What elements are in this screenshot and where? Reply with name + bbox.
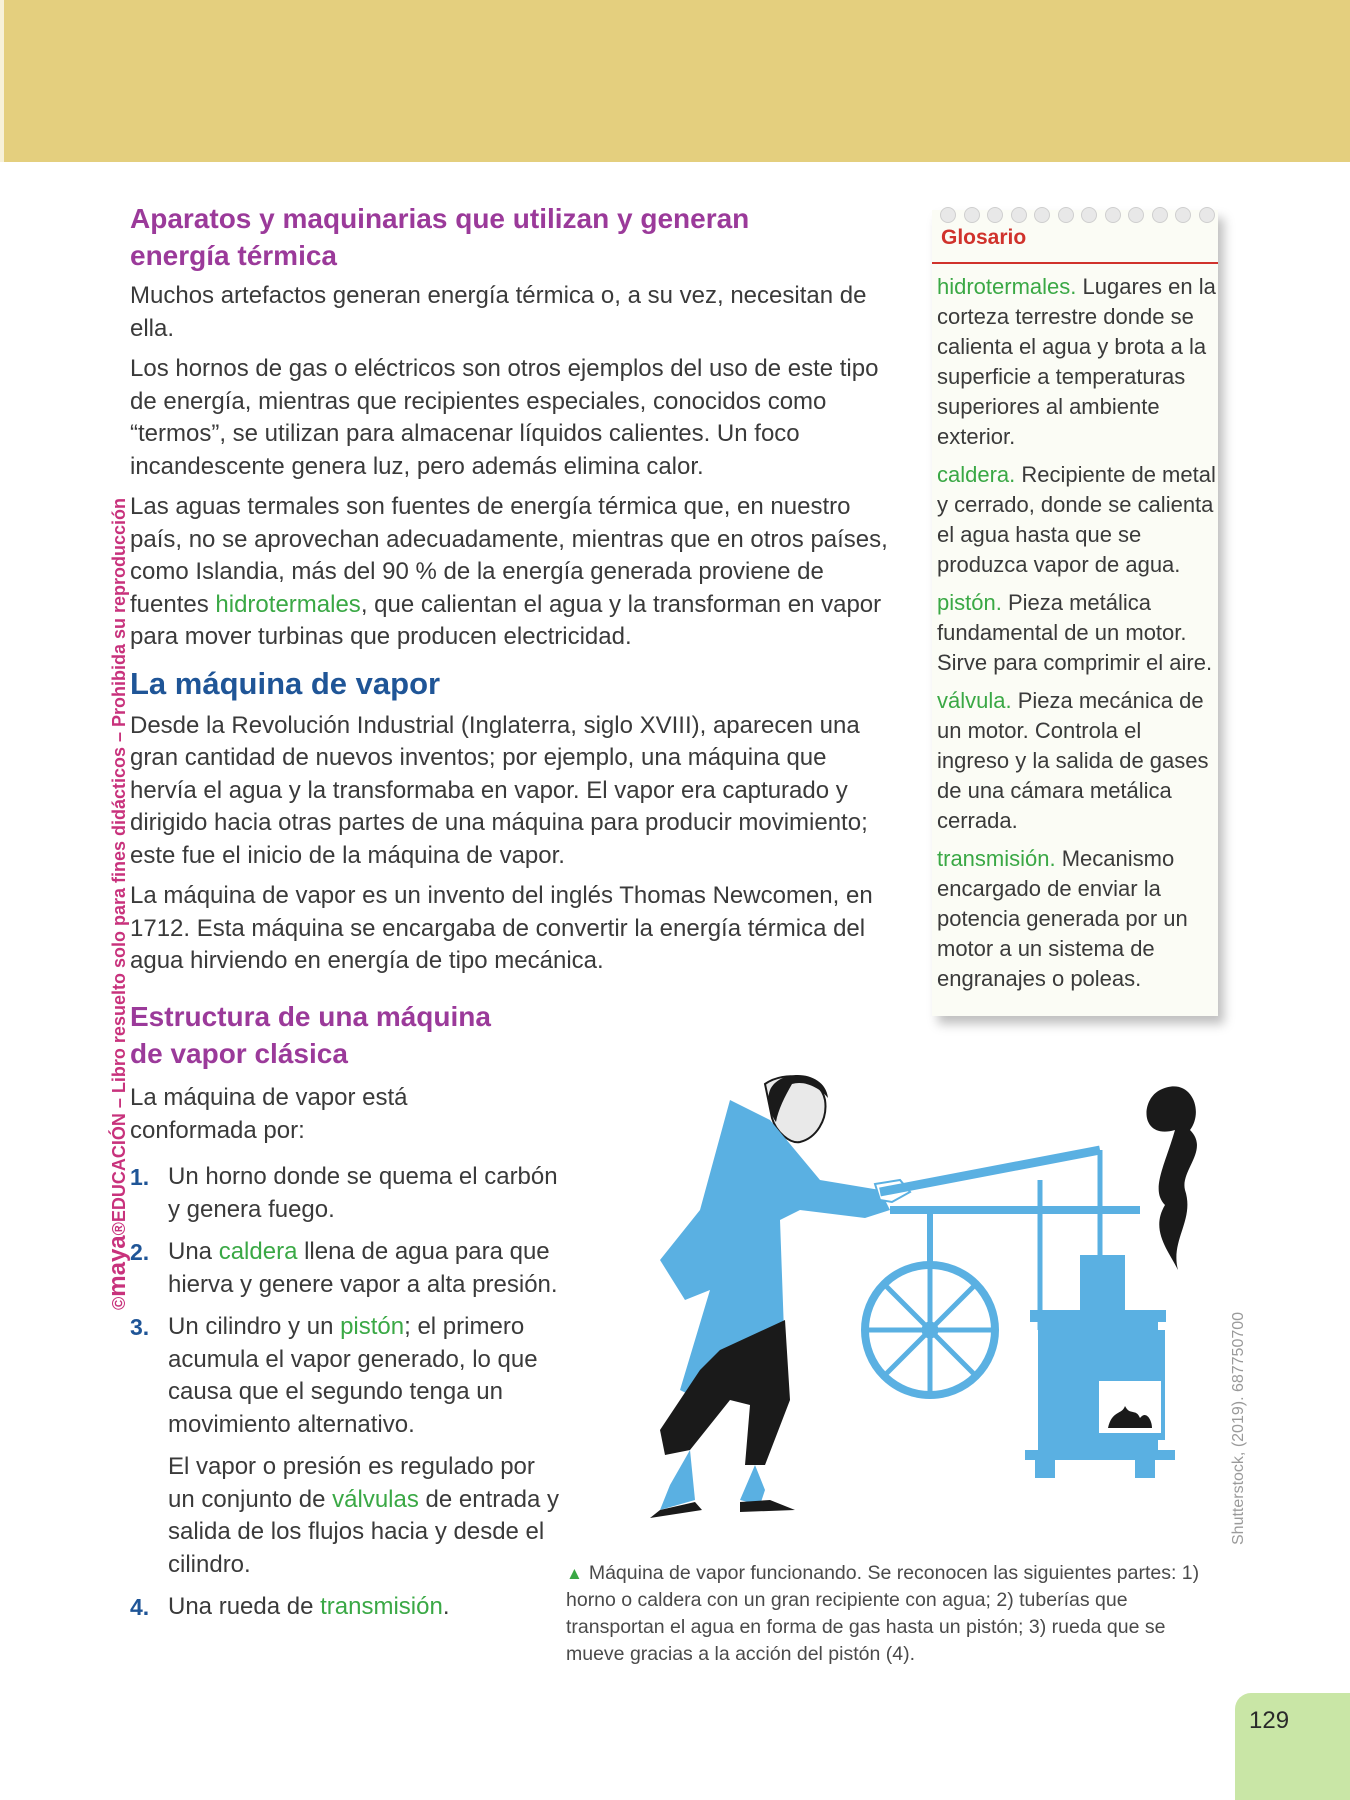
list-item: 2. Una caldera llena de agua para que hierva y genere vapor a alta presión.	[130, 1238, 558, 1298]
copyright-symbol: ©	[109, 1296, 129, 1310]
glossary-term: caldera.	[937, 462, 1016, 487]
paragraph: Los hornos de gas o eléctricos son otros ejemplos del uso de este tipo de energía, mientras que recipientes especiales, conocidos como “termos”, se utilizan para almacenar líquidos calientes. Un foco incandescente genera luz, pero además elimina calor.	[130, 355, 879, 480]
glossary-entries	[937, 272, 1217, 1002]
figure-caption: ▲ Máquina de vapor funcionando. Se reconocen las siguientes partes: 1) horno o caldera con un gran recipiente con agua; 2) tuberías que transportan el agua en forma de gas hasta un pistón; 3) rueda que se mueve gracias a la acción del pistón (4).	[566, 1562, 1200, 1665]
notebook-rings	[940, 207, 1215, 223]
glossary-term: transmisión.	[937, 846, 1056, 871]
list-item: 1. Un horno donde se quema el carbón y genera fuego.	[130, 1163, 558, 1223]
list-item: 3. Un cilindro y un pistón; el primero acumula el vapor generado, lo que causa que el segundo tenga un movimiento alternativo. El vapor o presión es regulado por un conjunto de válvulas de entrada y salida de los flujos hacia y desde el cilindro.	[130, 1313, 559, 1578]
glossary-title: Glosario	[941, 226, 1027, 249]
steam-engine-illustration	[580, 1070, 1200, 1530]
glossary-term-link[interactable]: válvulas	[332, 1485, 419, 1513]
copyright-notice	[104, 498, 132, 1310]
image-credit: Shutterstock, (2019). 687750700	[1230, 1311, 1247, 1545]
copyright-text: ®EDUCACIÓN – Libro resuelto solo para fines didácticos – Prohibida su reproducción	[109, 497, 129, 1236]
glossary-entry: pistón. Pieza metálica fundamental de un motor. Sirve para comprimir el aire.	[937, 590, 1213, 675]
glossary-box	[932, 210, 1218, 1016]
glossary-term: válvula.	[937, 688, 1012, 713]
structure-section	[130, 998, 560, 1634]
paragraph: La máquina de vapor está conformada por:	[130, 1084, 408, 1144]
paragraph: La máquina de vapor es un invento del inglés Thomas Newcomen, en 1712. Esta máquina se encargaba de convertir la energía térmica del agua hirviendo en energía de tipo mecánica.	[130, 882, 873, 974]
glossary-term: hidrotermales.	[937, 274, 1077, 299]
main-content	[130, 200, 890, 978]
section-title-thermal-devices: Aparatos y maquinarias que utilizan y generan energía térmica	[130, 203, 750, 271]
section-title-structure: Estructura de una máquina de vapor clásica	[130, 1001, 491, 1069]
triangle-icon: ▲	[566, 1564, 583, 1583]
list-item: 4. Una rueda de transmisión.	[130, 1593, 450, 1620]
smoke-plume	[1146, 1086, 1196, 1270]
glossary-entry: hidrotermales. Lugares en la corteza terrestre donde se calienta el agua y brota a la superficie a temperaturas superiores al ambiente exterior.	[937, 274, 1216, 449]
glossary-term: pistón.	[937, 590, 1002, 615]
brand-logo: maya	[104, 1235, 131, 1297]
steam-machine	[865, 1150, 1175, 1478]
paragraph: Las aguas termales son fuentes de energía térmica que, en nuestro país, no se aprovechan adecuadamente, mientras que en otros países, como Islandia, más del 90 % de la energía generada proviene de fuentes hidrotermales, que calientan el agua y la transforman en vapor para mover turbinas que producen electricidad.	[130, 493, 888, 650]
paragraph: Desde la Revolución Industrial (Inglaterra, siglo XVIII), aparecen una gran cantidad de nuevos inventos; por ejemplo, una máquina que hervía el agua y la transformaba en vapor. El vapor era capturado y dirigido hacia otras partes de una máquina para producir movimiento; este fue el inicio de la máquina de vapor.	[130, 711, 868, 869]
glossary-entry: válvula. Pieza mecánica de un motor. Controla el ingreso y la salida de gases de una cámara metálica cerrada.	[937, 688, 1209, 833]
section-title-steam-engine: La máquina de vapor	[130, 665, 441, 701]
glossary-divider	[932, 262, 1218, 264]
glossary-term-link[interactable]: transmisión	[320, 1593, 443, 1620]
page-number: 129	[1249, 1707, 1290, 1734]
glossary-entry: transmisión. Mecanismo encargado de enviar la potencia generada por un motor a un sistema de engranajes o poleas.	[937, 846, 1188, 991]
header-band	[0, 0, 1350, 162]
glossary-term-link[interactable]: hidrotermales	[215, 590, 361, 618]
glossary-term-link[interactable]: pistón	[340, 1313, 405, 1340]
paragraph: Muchos artefactos generan energía térmica o, a su vez, necesitan de ella.	[130, 282, 867, 342]
page-number-tab	[1235, 1693, 1350, 1800]
parts-list	[130, 1161, 560, 1624]
glossary-term-link[interactable]: caldera	[218, 1238, 298, 1265]
glossary-entry: caldera. Recipiente de metal y cerrado, donde se calienta el agua hasta que se produzca vapor de agua.	[937, 462, 1216, 577]
